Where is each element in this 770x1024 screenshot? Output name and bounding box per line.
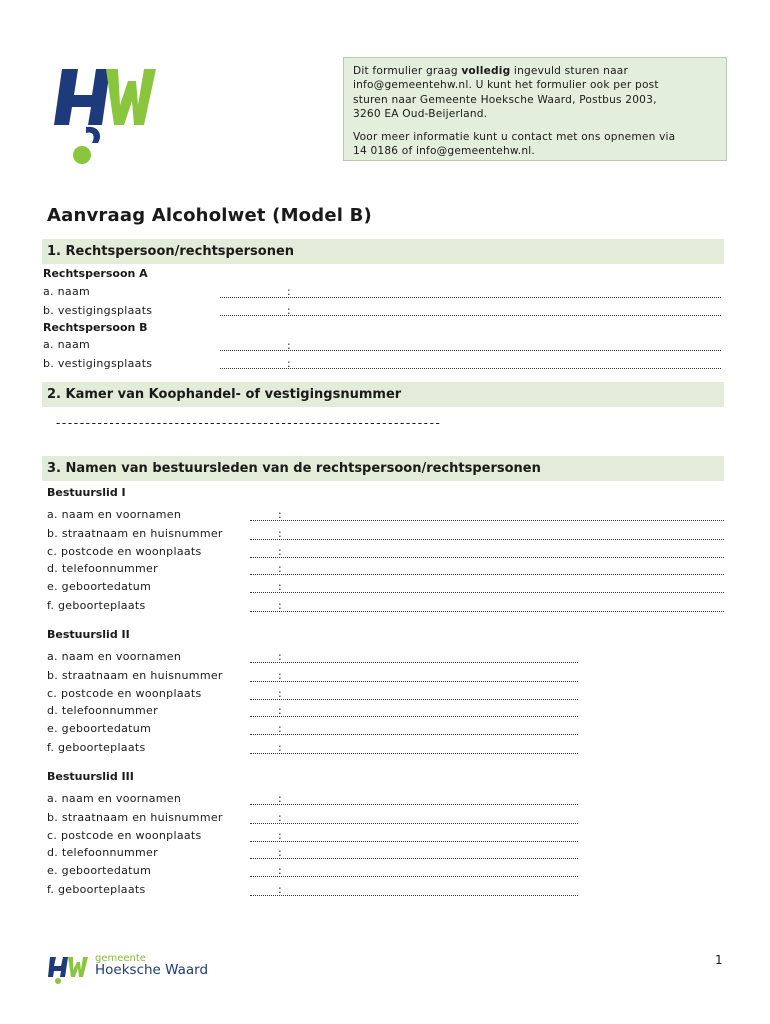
member-field-input[interactable] [250, 662, 578, 663]
rechtspersoon-b-title: Rechtspersoon B [43, 321, 148, 334]
rp-b-vestiging-label: b. vestigingsplaats [43, 357, 153, 370]
page-number: 1 [715, 953, 723, 967]
member-field-label: c. postcode en woonplaats [47, 687, 202, 700]
member-field-input[interactable] [250, 876, 578, 877]
info-box [343, 57, 727, 161]
colon: : [287, 357, 291, 370]
member-field-input[interactable] [250, 895, 578, 896]
colon: : [278, 669, 282, 682]
rp-b-vestiging-field[interactable] [220, 368, 721, 369]
colon: : [278, 811, 282, 824]
member-field-input[interactable] [250, 841, 578, 842]
member-field-label: a. naam en voornamen [47, 650, 182, 663]
section-2-heading: 2. Kamer van Koophandel- of vestigingsnummer [42, 382, 724, 407]
colon: : [278, 883, 282, 896]
member-field-label: d. telefoonnummer [47, 704, 158, 717]
page-title: Aanvraag Alcoholwet (Model B) [47, 205, 372, 226]
member-field-input[interactable] [250, 823, 578, 824]
colon: : [287, 285, 291, 298]
member-field-label: f. geboorteplaats [47, 599, 146, 612]
member-field-input[interactable] [250, 699, 578, 700]
rp-a-naam-label: a. naam [43, 285, 91, 298]
member-field-input[interactable] [250, 611, 724, 612]
member-field-label: e. geboortedatum [47, 864, 152, 877]
member-field-label: c. postcode en woonplaats [47, 829, 202, 842]
colon: : [278, 846, 282, 859]
member-field-input[interactable] [250, 592, 724, 593]
colon: : [278, 599, 282, 612]
member-title: Bestuurslid III [47, 770, 134, 783]
rp-a-vestiging-label: b. vestigingsplaats [43, 304, 153, 317]
member-field-label: b. straatnaam en huisnummer [47, 527, 223, 540]
rechtspersoon-a-title: Rechtspersoon A [43, 267, 148, 280]
rp-b-naam-label: a. naam [43, 338, 91, 351]
footer-logo [46, 953, 90, 985]
colon: : [278, 792, 282, 805]
member-field-label: b. straatnaam en huisnummer [47, 811, 223, 824]
member-field-input[interactable] [250, 574, 724, 575]
member-field-label: e. geboortedatum [47, 580, 152, 593]
colon: : [287, 339, 291, 352]
member-field-input[interactable] [250, 716, 578, 717]
member-field-label: a. naam en voornamen [47, 792, 182, 805]
info-line1-post: ingevuld sturen naar [510, 65, 629, 77]
section-1-heading: 1. Rechtspersoon/rechtspersonen [42, 239, 724, 264]
info-line4: 3260 EA Oud-Beijerland. [353, 108, 488, 121]
colon: : [278, 687, 282, 700]
section-3-heading: 3. Namen van bestuursleden van de rechtspersoon/rechtspersonen [42, 456, 724, 481]
info-line1-pre: Dit formulier graag [353, 65, 462, 77]
member-field-label: d. telefoonnummer [47, 846, 158, 859]
member-field-label: f. geboorteplaats [47, 883, 146, 896]
member-field-input[interactable] [250, 539, 724, 540]
info-line6: 14 0186 of info@gemeentehw.nl. [353, 145, 535, 158]
colon: : [278, 650, 282, 663]
colon: : [278, 704, 282, 717]
member-field-label: a. naam en voornamen [47, 508, 182, 521]
colon: : [278, 741, 282, 754]
info-line1-bold: volledig [461, 65, 511, 77]
colon: : [287, 304, 291, 317]
info-line5: Voor meer informatie kunt u contact met ons opnemen via [353, 130, 676, 143]
hw-logo [48, 55, 158, 170]
colon: : [278, 722, 282, 735]
kvk-number-field[interactable]: ----------------------------------------------------------------- [56, 416, 442, 430]
member-field-input[interactable] [250, 804, 578, 805]
colon: : [278, 545, 282, 558]
member-field-label: d. telefoonnummer [47, 562, 158, 575]
colon: : [278, 508, 282, 521]
member-title: Bestuurslid II [47, 628, 130, 641]
member-field-input[interactable] [250, 753, 578, 754]
rp-a-vestiging-field[interactable] [220, 315, 721, 316]
footer-gemeente: gemeente [95, 953, 146, 964]
colon: : [278, 527, 282, 540]
member-title: Bestuurslid I [47, 486, 126, 499]
member-field-label: c. postcode en woonplaats [47, 545, 202, 558]
member-field-label: f. geboorteplaats [47, 741, 146, 754]
rp-a-naam-field[interactable] [220, 297, 721, 298]
member-field-input[interactable] [250, 557, 724, 558]
colon: : [278, 864, 282, 877]
member-field-input[interactable] [250, 520, 724, 521]
footer-name: Hoeksche Waard [95, 962, 209, 978]
rp-b-naam-field[interactable] [220, 350, 721, 351]
member-field-input[interactable] [250, 681, 578, 682]
colon: : [278, 580, 282, 593]
member-field-label: b. straatnaam en huisnummer [47, 669, 223, 682]
member-field-input[interactable] [250, 858, 578, 859]
member-field-label: e. geboortedatum [47, 722, 152, 735]
info-line3: sturen naar Gemeente Hoeksche Waard, Postbus 2003, [353, 93, 657, 106]
colon: : [278, 829, 282, 842]
member-field-input[interactable] [250, 734, 578, 735]
info-line2: info@gemeentehw.nl. U kunt het formulier ook per post [353, 79, 659, 92]
colon: : [278, 562, 282, 575]
